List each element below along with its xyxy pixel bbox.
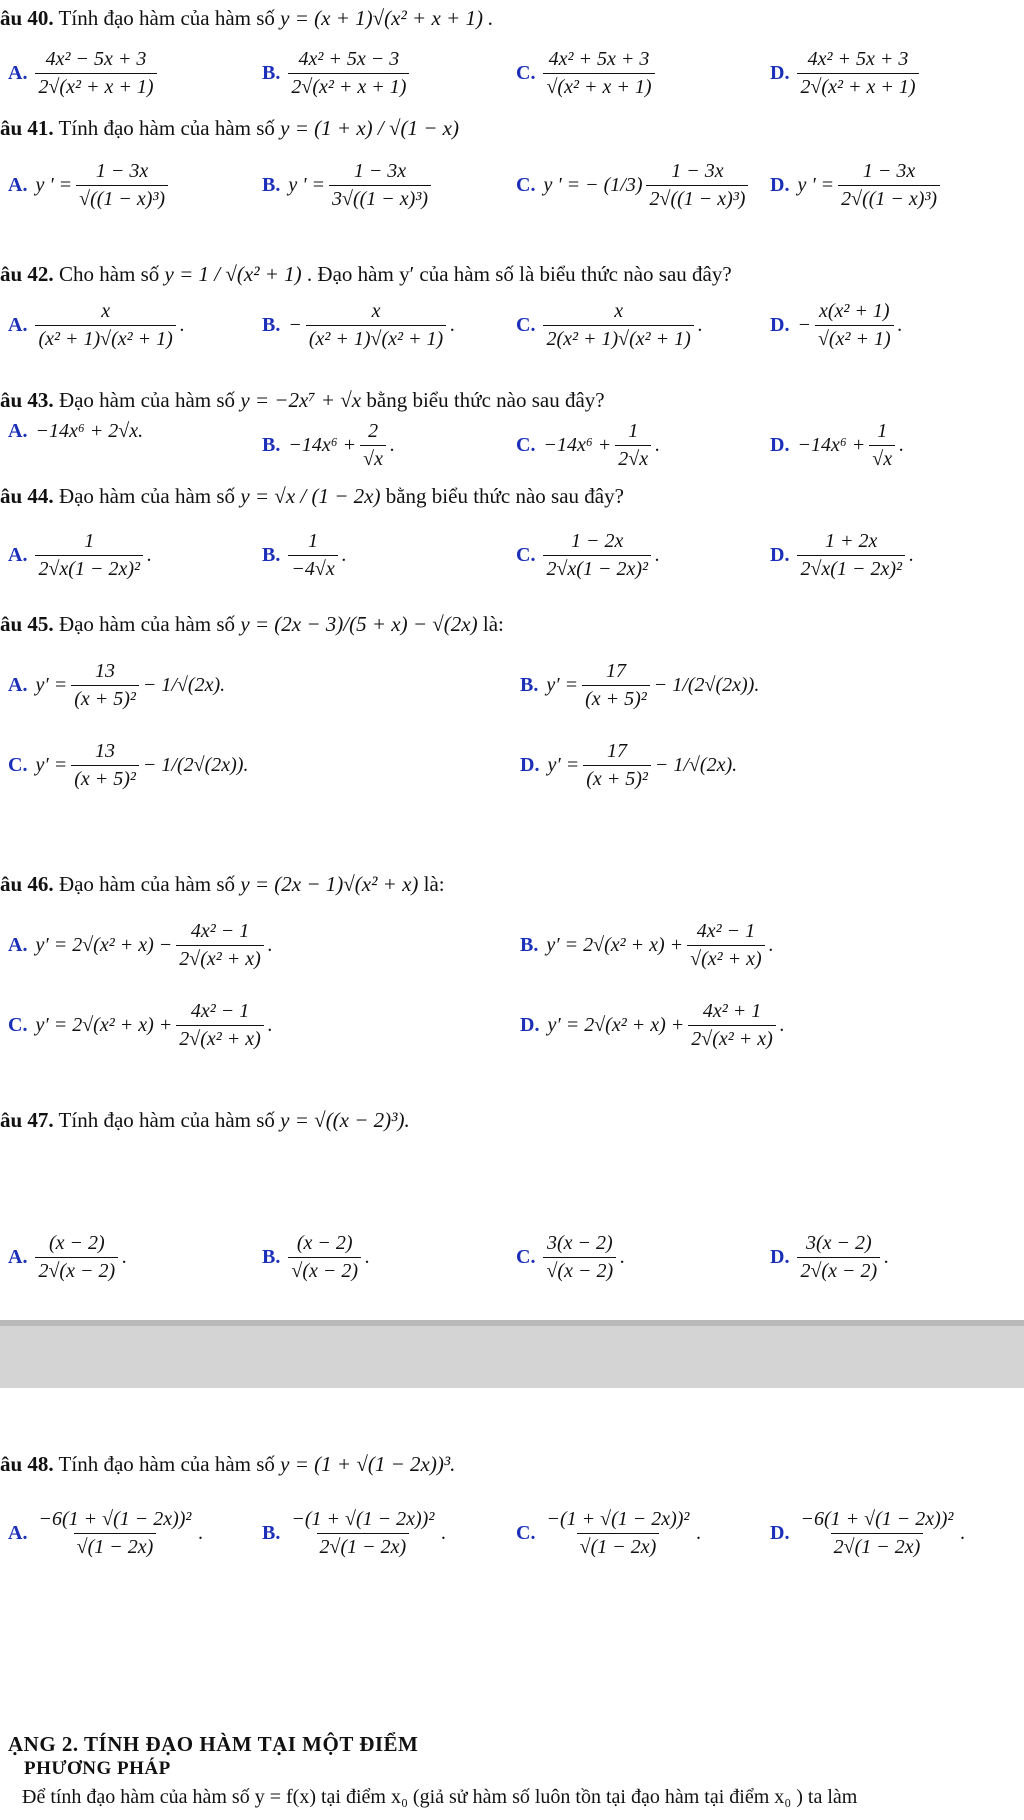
option-fraction: [646, 160, 748, 211]
option-prefix: y′ =: [35, 754, 68, 776]
option-suffix: .: [697, 314, 703, 336]
fraction-denominator: 2√((1 − x)³): [838, 185, 940, 211]
option-c[interactable]: [8, 740, 248, 791]
option-fraction: [797, 1508, 956, 1559]
option-prefix: y ' = − (1/3): [543, 174, 643, 196]
question-42: [0, 262, 732, 287]
fraction-numerator: 1 − 3x: [862, 160, 916, 182]
fraction-denominator: 2√(1 − 2x): [831, 1533, 924, 1559]
option-letter: A.: [8, 174, 28, 196]
option-fraction: [688, 1000, 776, 1051]
option-suffix: .: [620, 1246, 626, 1268]
fraction-denominator: 2√(x² + x + 1): [797, 73, 918, 99]
question-48: [0, 1452, 455, 1477]
option-fraction: [869, 420, 895, 471]
option-b[interactable]: [262, 48, 409, 99]
fraction-numerator: x: [371, 300, 381, 322]
option-letter: B.: [262, 174, 281, 196]
option-suffix: .: [390, 434, 396, 456]
option-b[interactable]: [262, 160, 431, 211]
fraction-numerator: 4x² − 5x + 3: [45, 48, 147, 70]
question-expression: y = (1 + x) / √(1 − x): [280, 116, 459, 140]
question-text: Cho hàm số: [53, 262, 165, 286]
question-expression: y = −2x⁷ + √x: [240, 388, 362, 412]
fraction-denominator: √(x² + 1): [815, 325, 894, 351]
fraction-denominator: (x + 5)²: [583, 765, 651, 791]
fraction-denominator: (x + 5)²: [582, 685, 650, 711]
fraction-numerator: 4x² − 1: [190, 920, 250, 942]
option-b[interactable]: [262, 300, 455, 351]
fraction-numerator: −6(1 + √(1 − 2x))²: [800, 1508, 954, 1530]
fraction-numerator: 4x² − 1: [696, 920, 756, 942]
fraction-numerator: −(1 + √(1 − 2x))²: [291, 1508, 435, 1530]
option-fraction: [71, 660, 139, 711]
question-tail: bằng biểu thức nào sau đây?: [380, 484, 624, 508]
option-b[interactable]: [262, 530, 347, 581]
option-c[interactable]: [516, 1232, 625, 1283]
option-fraction: [306, 300, 446, 351]
question-text: Tính đạo hàm của hàm số: [53, 6, 281, 30]
option-prefix: y′ = 2√(x² + x) +: [547, 1014, 685, 1036]
option-a[interactable]: [8, 920, 273, 971]
option-fraction: [360, 420, 386, 471]
option-letter: B.: [262, 434, 281, 456]
option-letter: C.: [516, 544, 536, 566]
option-letter: A.: [8, 1246, 28, 1268]
option-letter: C.: [516, 434, 536, 456]
fraction-numerator: 4x² + 5x − 3: [298, 48, 400, 70]
option-fraction: [582, 660, 650, 711]
option-c[interactable]: [516, 420, 660, 471]
option-fraction: [838, 160, 940, 211]
fraction-numerator: (x − 2): [48, 1232, 105, 1254]
option-letter: A.: [8, 674, 28, 696]
option-letter: A.: [8, 314, 28, 336]
question-tail: bằng biểu thức nào sau đây?: [361, 388, 605, 412]
option-fraction: [543, 1232, 616, 1283]
question-expression: y = √((x − 2)³).: [280, 1108, 410, 1132]
fraction-denominator: 2√x: [615, 445, 651, 471]
option-letter: A.: [8, 1522, 28, 1544]
option-c[interactable]: [516, 48, 655, 99]
question-expression: y = √x / (1 − 2x): [240, 484, 381, 508]
option-fraction: [176, 920, 264, 971]
question-tail: là:: [477, 612, 504, 636]
fraction-denominator: 2√(x² + x): [176, 945, 264, 971]
option-suffix: − 1/√(2x).: [142, 674, 226, 696]
fraction-denominator: √(1 − 2x): [74, 1533, 157, 1559]
option-d[interactable]: [770, 1508, 965, 1559]
fraction-numerator: 4x² + 1: [702, 1000, 762, 1022]
option-prefix: y ' =: [35, 174, 73, 196]
fraction-denominator: 2√((1 − x)³): [646, 185, 748, 211]
option-letter: B.: [520, 934, 539, 956]
fraction-numerator: 2: [368, 420, 379, 442]
question-label: âu 42.: [0, 262, 54, 286]
option-a[interactable]: [8, 48, 157, 99]
option-fraction: [35, 1232, 118, 1283]
option-a[interactable]: [8, 160, 168, 211]
fraction-numerator: −6(1 + √(1 − 2x))²: [38, 1508, 192, 1530]
fraction-numerator: x: [614, 300, 624, 322]
fraction-denominator: 2√x(1 − 2x)²: [543, 555, 651, 581]
question-text: Đạo hàm của hàm số: [53, 872, 241, 896]
fraction-numerator: 1 − 3x: [353, 160, 407, 182]
option-suffix: .: [147, 544, 152, 566]
option-suffix: .: [779, 1014, 785, 1036]
option-letter: C.: [8, 754, 28, 776]
fraction-numerator: x(x² + 1): [819, 300, 890, 322]
fraction-denominator: −4√x: [288, 555, 337, 581]
page-gap-band: [0, 1326, 1024, 1388]
fraction-denominator: 2√(x − 2): [797, 1257, 880, 1283]
option-a[interactable]: [8, 1508, 203, 1559]
fraction-denominator: (x + 5)²: [71, 765, 139, 791]
fraction-denominator: 3√((1 − x)³): [329, 185, 431, 211]
question-44: [0, 484, 624, 509]
option-fraction: [583, 740, 651, 791]
option-letter: D.: [770, 544, 790, 566]
option-suffix: .: [365, 1246, 371, 1268]
option-fraction: [288, 1508, 437, 1559]
option-a[interactable]: [8, 660, 225, 711]
option-fraction: [615, 420, 651, 471]
question-text: Đạo hàm của hàm số: [53, 612, 241, 636]
option-prefix: y ' =: [797, 174, 835, 196]
fraction-denominator: √x: [360, 445, 386, 471]
option-prefix: y′ = 2√(x² + x) +: [546, 934, 684, 956]
fraction-denominator: √(x² + x + 1): [543, 73, 654, 99]
option-fraction: [815, 300, 894, 351]
option-a[interactable]: [8, 1232, 127, 1283]
option-fraction: [35, 48, 156, 99]
fraction-denominator: √x: [869, 445, 895, 471]
question-text: Đạo hàm của hàm số: [53, 388, 241, 412]
fraction-numerator: 4x² + 5x + 3: [548, 48, 650, 70]
option-d[interactable]: [770, 420, 904, 471]
option-fraction: [543, 48, 654, 99]
fraction-denominator: (x² + 1)√(x² + 1): [306, 325, 446, 351]
option-fraction: [543, 300, 693, 351]
option-fraction: [543, 530, 651, 581]
question-label: âu 45.: [0, 612, 54, 636]
fraction-numerator: 1: [628, 420, 639, 442]
fraction-numerator: 1 − 3x: [95, 160, 149, 182]
option-suffix: .: [341, 544, 347, 566]
option-b[interactable]: [262, 1508, 446, 1559]
option-c[interactable]: [516, 160, 748, 211]
section-subheading: PHƯƠNG PHÁP: [24, 1758, 171, 1779]
fraction-numerator: 3(x − 2): [546, 1232, 613, 1254]
option-letter: D.: [770, 174, 790, 196]
question-tail: . Đạo hàm y′ của hàm số là biểu thức nào sau đây?: [301, 262, 732, 286]
option-letter: B.: [262, 1246, 281, 1268]
section-heading: ẠNG 2. TÍNH ĐẠO HÀM TẠI MỘT ĐIỂM: [8, 1732, 419, 1756]
question-label: âu 46.: [0, 872, 54, 896]
fraction-denominator: 2√(x² + x + 1): [288, 73, 409, 99]
fraction-numerator: 1: [877, 420, 888, 442]
fraction-denominator: 2(x² + 1)√(x² + 1): [543, 325, 693, 351]
option-letter: B.: [262, 314, 281, 336]
question-label: âu 41.: [0, 116, 54, 140]
question-expression: y = (2x − 3)/(5 + x) − √(2x): [240, 612, 478, 636]
option-suffix: − 1/(2√(2x)).: [142, 754, 249, 776]
option-a[interactable]: [8, 530, 152, 581]
option-suffix: .: [909, 544, 914, 566]
option-prefix: −14x⁶ +: [797, 434, 866, 456]
question-text: Tính đạo hàm của hàm số: [53, 1452, 281, 1476]
option-fraction: [76, 160, 168, 211]
option-letter: D.: [770, 314, 790, 336]
option-letter: D.: [520, 754, 540, 776]
fraction-denominator: 2√x(1 − 2x)²: [797, 555, 905, 581]
option-fraction: [687, 920, 765, 971]
option-b[interactable]: [262, 1232, 370, 1283]
option-letter: A.: [8, 544, 28, 566]
option-suffix: .: [696, 1522, 702, 1544]
option-suffix: − 1/(2√(2x)).: [653, 674, 760, 696]
option-letter: B.: [520, 674, 539, 696]
option-prefix: y′ =: [35, 674, 68, 696]
option-suffix: .: [655, 434, 661, 456]
option-letter: D.: [520, 1014, 540, 1036]
question-41: [0, 116, 459, 141]
option-b[interactable]: [520, 920, 774, 971]
fraction-numerator: (x − 2): [296, 1232, 353, 1254]
fraction-numerator: 17: [607, 740, 628, 762]
fraction-numerator: 13: [95, 660, 116, 682]
question-label: âu 40.: [0, 6, 54, 30]
option-c[interactable]: [8, 1000, 273, 1051]
option-suffix: .: [267, 934, 273, 956]
option-suffix: .: [884, 1246, 890, 1268]
option-letter: D.: [770, 434, 790, 456]
fraction-numerator: 17: [605, 660, 626, 682]
question-label: âu 48.: [0, 1452, 54, 1476]
option-letter: A.: [8, 62, 28, 84]
fraction-numerator: 4x² − 1: [190, 1000, 250, 1022]
fraction-denominator: (x² + 1)√(x² + 1): [35, 325, 175, 351]
option-letter: B.: [262, 544, 281, 566]
question-40: [0, 6, 493, 31]
option-fraction: [543, 1508, 692, 1559]
option-suffix: .: [899, 434, 905, 456]
option-c[interactable]: [516, 1508, 701, 1559]
question-text: Tính đạo hàm của hàm số: [53, 116, 281, 140]
option-a[interactable]: [8, 300, 185, 351]
fraction-numerator: 1: [308, 530, 319, 552]
option-c[interactable]: [516, 300, 703, 351]
fraction-denominator: (x + 5)²: [71, 685, 139, 711]
option-d[interactable]: [770, 300, 903, 351]
option-letter: C.: [8, 1014, 28, 1036]
fraction-numerator: −(1 + √(1 − 2x))²: [546, 1508, 690, 1530]
question-label: âu 44.: [0, 484, 54, 508]
question-label: âu 43.: [0, 388, 54, 412]
option-suffix: .: [655, 544, 660, 566]
option-fraction: [176, 1000, 264, 1051]
option-letter: C.: [516, 1246, 536, 1268]
fraction-numerator: 4x² + 5x + 3: [807, 48, 909, 70]
fraction-numerator: x: [101, 300, 111, 322]
fraction-numerator: 13: [95, 740, 116, 762]
option-b[interactable]: [520, 660, 759, 711]
option-c[interactable]: [516, 530, 660, 581]
question-tail: là:: [418, 872, 445, 896]
option-d[interactable]: [520, 740, 737, 791]
option-suffix: .: [768, 934, 774, 956]
option-prefix: y′ = 2√(x² + x) +: [35, 1014, 173, 1036]
option-d[interactable]: [770, 530, 914, 581]
option-letter: C.: [516, 1522, 536, 1544]
question-expression: y = (2x − 1)√(x² + x): [240, 872, 419, 896]
option-fraction: [35, 530, 143, 581]
fraction-denominator: √(x − 2): [288, 1257, 361, 1283]
question-43: [0, 388, 605, 413]
fraction-denominator: 2√x(1 − 2x)²: [35, 555, 143, 581]
option-letter: D.: [770, 62, 790, 84]
option-letter: C.: [516, 62, 536, 84]
question-expression: y = 1 / √(x² + 1): [164, 262, 302, 286]
option-suffix: .: [179, 314, 185, 336]
fraction-denominator: 2√(1 − 2x): [317, 1533, 410, 1559]
option-prefix: −: [288, 314, 302, 336]
option-prefix: −14x⁶ +: [288, 434, 357, 456]
option-d[interactable]: [770, 1232, 889, 1283]
option-prefix: −14x⁶ +: [543, 434, 612, 456]
question-expression: y = (1 + √(1 − 2x))³.: [280, 1452, 456, 1476]
option-a[interactable]: [8, 420, 147, 443]
fraction-numerator: 1 + 2x: [825, 530, 878, 552]
option-suffix: .: [960, 1522, 966, 1544]
option-letter: C.: [516, 174, 536, 196]
fraction-numerator: 1 − 2x: [571, 530, 624, 552]
option-d[interactable]: [770, 48, 919, 99]
question-45: [0, 612, 504, 637]
fraction-denominator: 2√(x² + x): [176, 1025, 264, 1051]
fraction-denominator: √((1 − x)³): [76, 185, 168, 211]
option-suffix: .: [267, 1014, 273, 1036]
question-46: [0, 872, 445, 897]
question-expression: y = (x + 1)√(x² + x + 1) .: [280, 6, 494, 30]
option-fraction: [35, 1508, 194, 1559]
option-letter: D.: [770, 1522, 790, 1544]
option-fraction: [288, 48, 409, 99]
fraction-denominator: 2√(x² + x): [688, 1025, 776, 1051]
question-47: [0, 1108, 410, 1133]
option-letter: C.: [516, 314, 536, 336]
option-letter: D.: [770, 1246, 790, 1268]
question-text: Đạo hàm của hàm số: [53, 484, 241, 508]
option-prefix: y′ = 2√(x² + x) −: [35, 934, 173, 956]
question-text: Tính đạo hàm của hàm số: [53, 1108, 281, 1132]
option-suffix: .: [122, 1246, 128, 1268]
option-suffix: .: [450, 314, 456, 336]
fraction-numerator: 3(x − 2): [805, 1232, 872, 1254]
option-d[interactable]: [770, 160, 940, 211]
option-prefix: y′ =: [547, 754, 580, 776]
option-fraction: [35, 300, 175, 351]
option-fraction: [797, 530, 905, 581]
option-fraction: [288, 530, 337, 581]
option-prefix: −14x⁶ + 2√x.: [35, 420, 144, 442]
fraction-denominator: √(x² + x): [687, 945, 765, 971]
fraction-numerator: 1 − 3x: [671, 160, 724, 182]
section-body: Để tính đạo hàm của hàm số y = f(x) tại điểm x₀ (giả sử hàm số luôn tồn tại đạo hàm tại điểm x₀ ) ta làm: [22, 1786, 858, 1808]
option-suffix: .: [441, 1522, 447, 1544]
option-prefix: −: [797, 314, 811, 336]
option-letter: A.: [8, 934, 28, 956]
option-letter: B.: [262, 62, 281, 84]
option-letter: B.: [262, 1522, 281, 1544]
option-prefix: y′ =: [546, 674, 579, 696]
fraction-denominator: √(x − 2): [543, 1257, 616, 1283]
option-suffix: .: [897, 314, 903, 336]
fraction-denominator: 2√(x² + x + 1): [35, 73, 156, 99]
option-fraction: [797, 48, 918, 99]
option-fraction: [288, 1232, 361, 1283]
fraction-denominator: 2√(x − 2): [35, 1257, 118, 1283]
option-suffix: − 1/√(2x).: [654, 754, 738, 776]
option-d[interactable]: [520, 1000, 785, 1051]
option-fraction: [71, 740, 139, 791]
option-fraction: [329, 160, 431, 211]
option-suffix: .: [198, 1522, 204, 1544]
option-b[interactable]: [262, 420, 395, 471]
question-label: âu 47.: [0, 1108, 54, 1132]
option-letter: A.: [8, 420, 28, 442]
option-prefix: y ' =: [288, 174, 325, 196]
fraction-numerator: 1: [84, 530, 95, 552]
option-fraction: [797, 1232, 880, 1283]
fraction-denominator: √(1 − 2x): [577, 1533, 660, 1559]
